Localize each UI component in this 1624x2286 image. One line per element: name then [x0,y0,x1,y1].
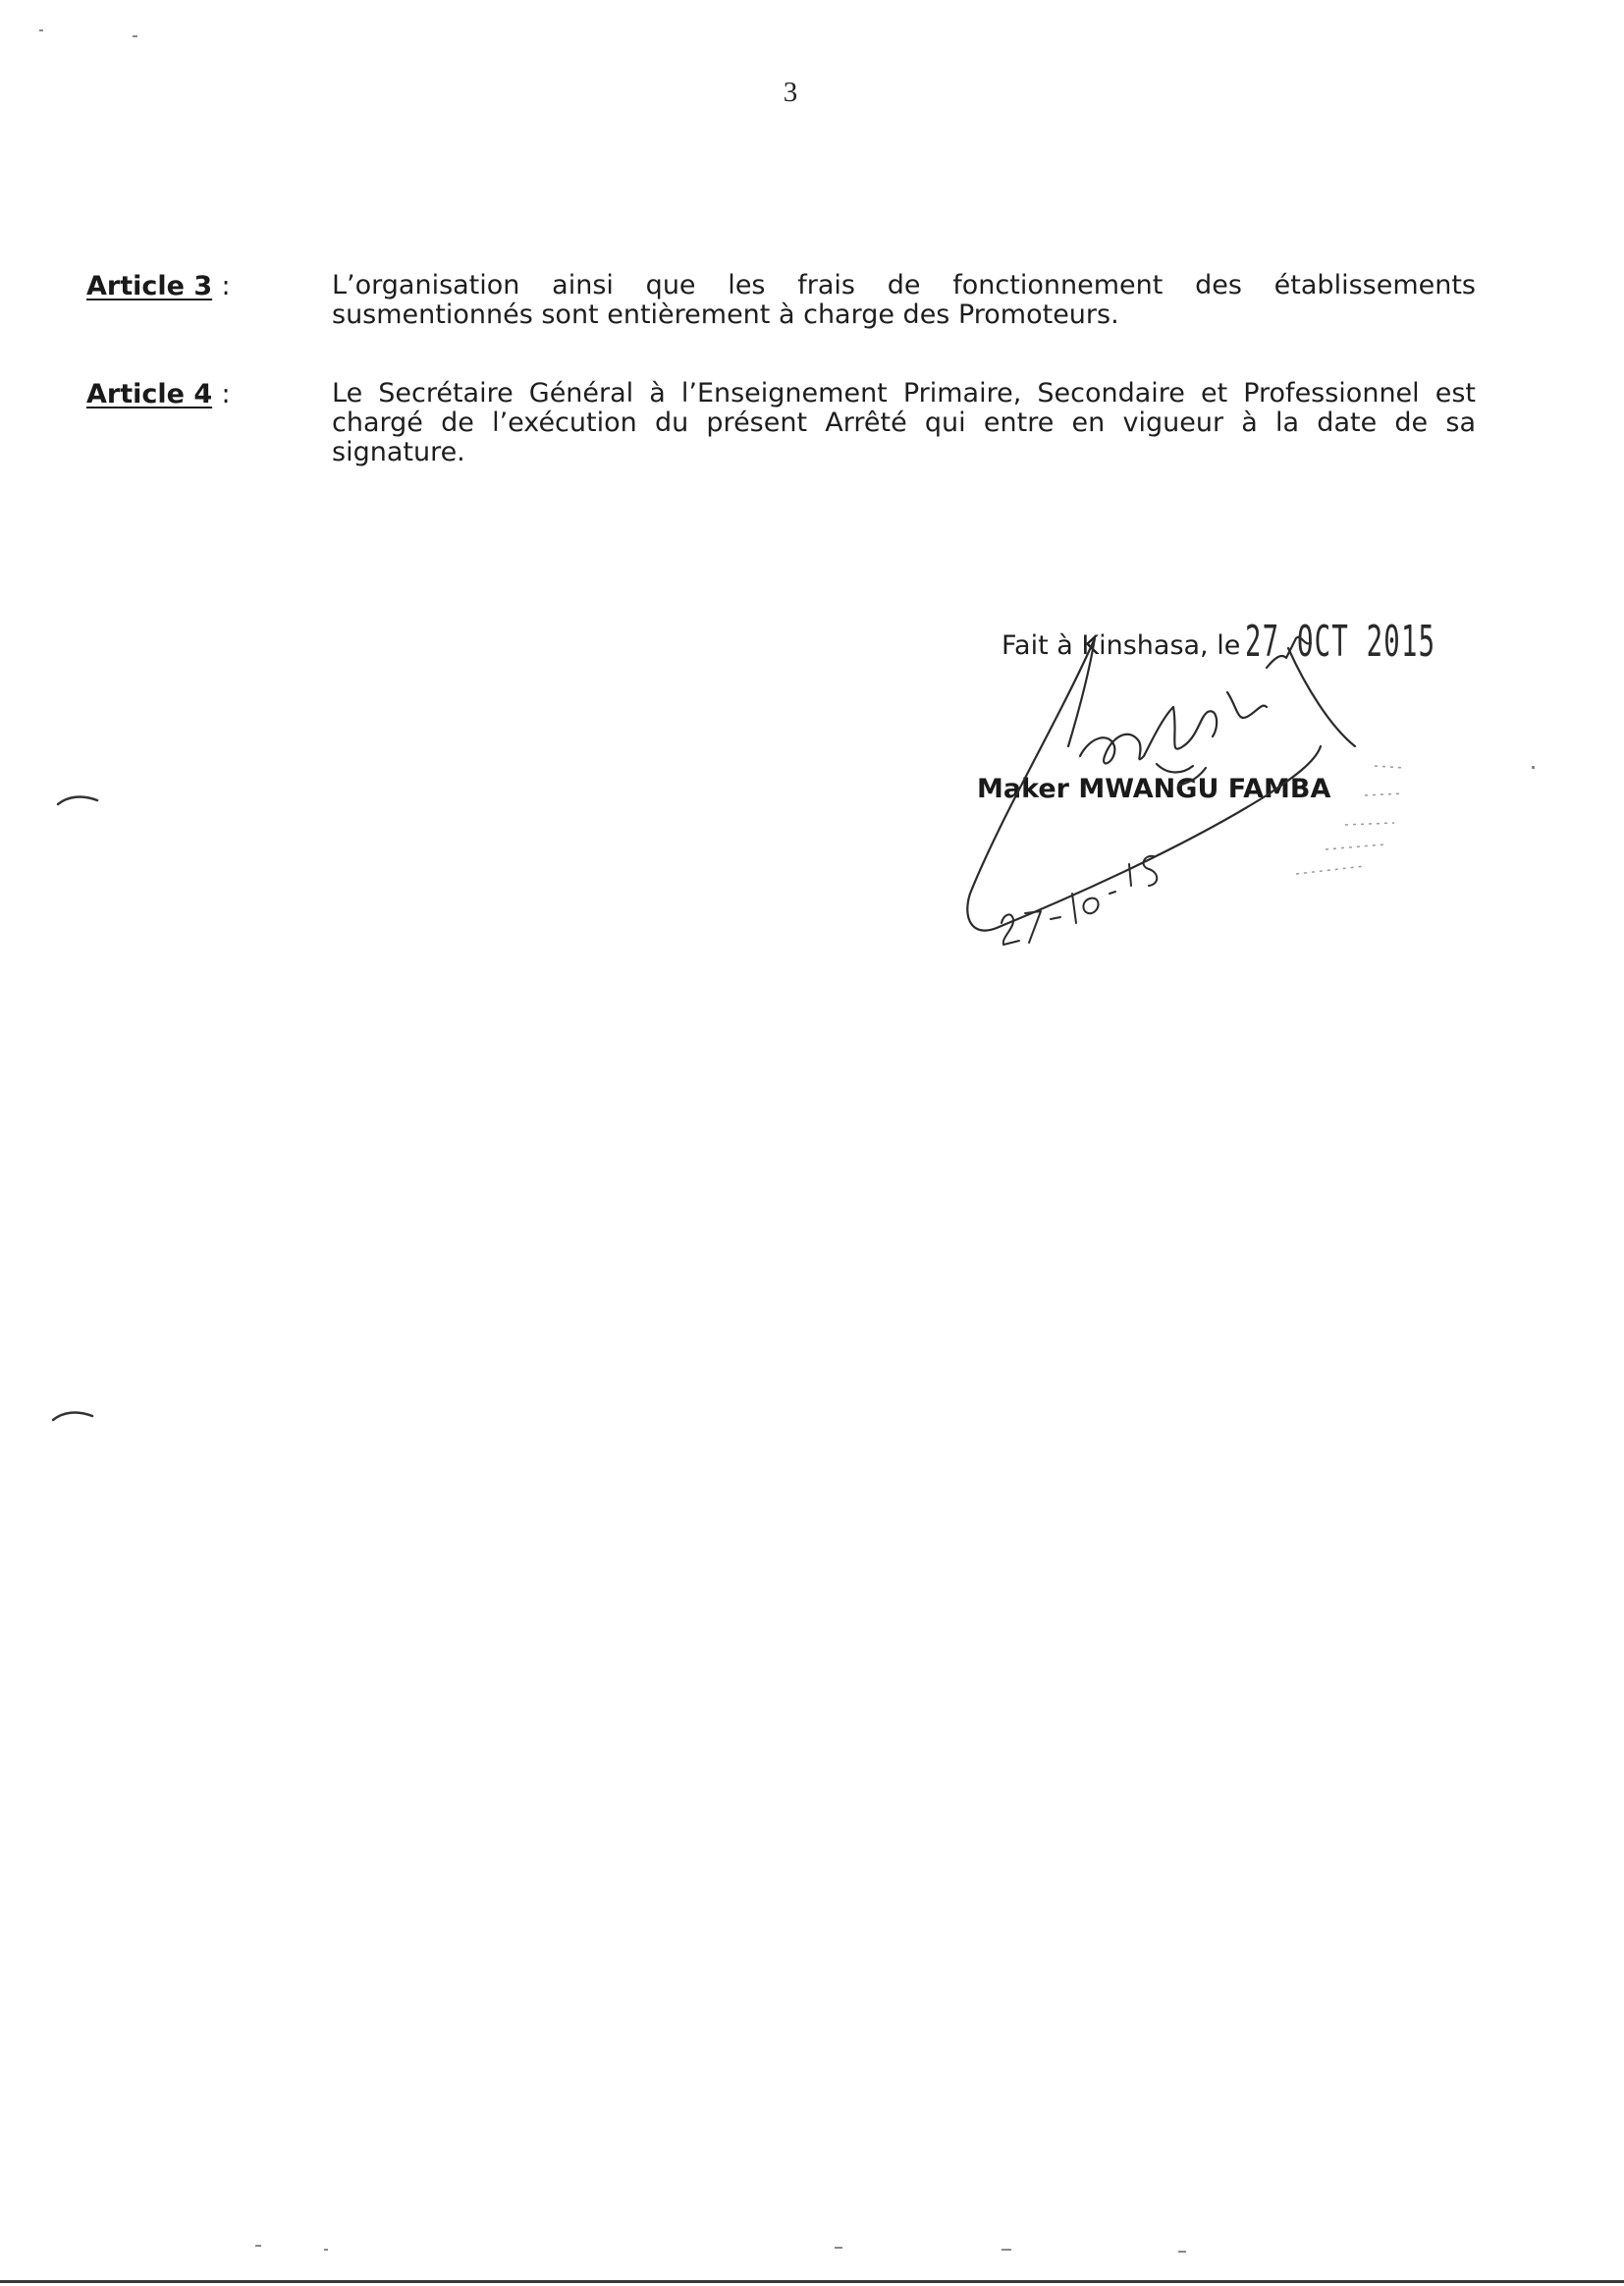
place-date-line: Fait à Kinshasa, le [1001,630,1241,661]
article-4-label-text: Article 4 [86,379,213,409]
page-number: 3 [783,77,798,108]
article-4-colon: : [221,379,231,409]
stamp-remnant [1257,746,1414,894]
handwritten-date-strokes [1001,856,1157,945]
stamped-date: 27 OCT 2015 [1245,617,1436,667]
article-4-text: Le Secrétaire Général à l’Enseignement Primaire, Secondaire et Professionnel est chargé de l’exécution du présent Arrêté qui entre en vigueur à la date de sa signature. [332,378,1476,467]
margin-mark [54,790,103,810]
article-3-colon: : [221,271,231,301]
signatory-name: Maker MWANGU FAMBA [977,774,1331,804]
article-3-text: L’organisation ainsi que les frais de fonctionnement des établissements susmentionnés sont entièrement à charge des Promoteurs. [332,270,1476,330]
article-3-label [86,271,231,301]
article-3-label-text: Article 3 [86,271,213,301]
article-4-label [86,379,231,409]
margin-mark [49,1406,98,1426]
scan-bottom-edge [0,2280,1624,2283]
